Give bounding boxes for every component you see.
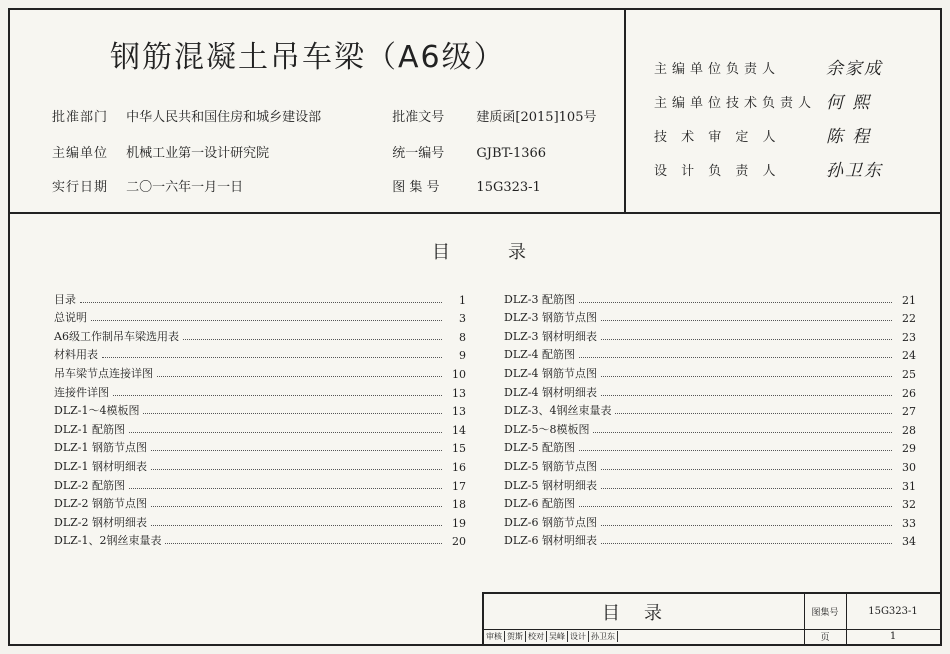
title-block: [482, 592, 940, 644]
toc-entry[interactable]: [504, 325, 916, 344]
toc-entry[interactable]: [54, 400, 466, 419]
toc-entry[interactable]: [504, 288, 916, 307]
approval-cell: 审核: [484, 631, 505, 642]
approval-cell: 孙卫东: [589, 631, 618, 642]
toc-entry-name: DLZ-5 钢筋节点图: [504, 459, 597, 473]
toc-entry-page: 13: [452, 386, 466, 400]
toc-entry-name: DLZ-1 钢筋节点图: [54, 441, 147, 455]
dot-leader: [143, 412, 442, 414]
dot-leader: [601, 468, 892, 470]
toc-entry-name: DLZ-1、2钢丝束量表: [54, 534, 162, 548]
toc-entry[interactable]: [54, 381, 466, 400]
dot-leader: [151, 505, 442, 507]
dot-leader: [91, 319, 442, 321]
toc-entry[interactable]: [54, 474, 466, 493]
dot-leader: [165, 542, 442, 544]
toc-entry[interactable]: [54, 455, 466, 474]
dot-leader: [615, 412, 892, 414]
toc-entry[interactable]: [504, 307, 916, 326]
toc-entry-name: DLZ-5 钢材明细表: [504, 478, 597, 492]
toc-entry-name: A6级工作制吊车梁选用表: [54, 329, 179, 343]
dot-leader: [593, 431, 892, 433]
toc-entry-page: 31: [902, 479, 916, 493]
toc-entry-page: 20: [452, 535, 466, 549]
signature-name: 孙卫东: [826, 161, 883, 181]
toc-entry[interactable]: [504, 400, 916, 419]
dot-leader: [151, 449, 442, 451]
toc-entry-page: 23: [902, 330, 916, 344]
toc-entry-name: DLZ-2 钢材明细表: [54, 515, 147, 529]
atlas-number-label: 图集号: [804, 594, 847, 630]
toc-entry-page: 22: [902, 312, 916, 326]
approval-cell: 设计: [568, 631, 589, 642]
toc-entry[interactable]: [54, 288, 466, 307]
signature-row: [654, 160, 883, 181]
meta-label: 主编单位: [52, 146, 109, 161]
toc-entry-name: DLZ-6 钢筋节点图: [504, 515, 597, 529]
toc-entry-page: 24: [902, 349, 916, 363]
toc-entry-name: 总说明: [54, 311, 87, 325]
page-value: 1: [889, 631, 897, 642]
toc-entry-name: DLZ-4 钢筋节点图: [504, 366, 597, 380]
toc-entry[interactable]: [504, 455, 916, 474]
toc-entry-name: 材料用表: [54, 348, 98, 362]
toc-entry-page: 33: [902, 516, 916, 530]
toc-entry-page: 34: [902, 535, 916, 549]
toc-entry[interactable]: [504, 418, 916, 437]
toc-title-right: 录: [508, 242, 526, 263]
toc-entry-page: 3: [459, 312, 466, 326]
toc-entry-page: 15: [452, 442, 466, 456]
atlas-info-panel: [10, 10, 626, 212]
toc-entry-name: 连接件详图: [54, 385, 109, 399]
toc-entry-page: 32: [902, 498, 916, 512]
toc-entry[interactable]: [504, 381, 916, 400]
toc-entry-name: DLZ-3、4钢丝束量表: [504, 404, 612, 418]
toc-entry[interactable]: [504, 493, 916, 512]
meta-value: 二〇一六年一月一日: [126, 180, 244, 195]
toc-entry[interactable]: [54, 418, 466, 437]
toc-entry-page: 14: [452, 423, 466, 437]
signature-role: 主编单位负责人: [654, 62, 781, 77]
toc-entry[interactable]: [504, 362, 916, 381]
approval-cell: 校对: [526, 631, 547, 642]
meta-label: 实行日期: [52, 180, 109, 195]
meta-label: 图 集 号: [392, 180, 440, 195]
page-label: 页: [804, 629, 847, 644]
toc-entry[interactable]: [504, 474, 916, 493]
meta-label: 批准部门: [52, 110, 109, 125]
meta-label: 统一编号: [392, 146, 445, 161]
toc-entry-page: 29: [902, 442, 916, 456]
dot-leader: [151, 468, 442, 470]
signature-role: 技 术 审 定 人: [654, 130, 781, 145]
toc-entry-page: 1: [459, 293, 466, 307]
toc-entry-name: DLZ-6 钢材明细表: [504, 534, 597, 548]
toc-entry-name: DLZ-5～8模板图: [504, 422, 590, 436]
toc-entry-name: DLZ-3 配筋图: [504, 292, 575, 306]
meta-label: 批准文号: [392, 110, 445, 125]
dot-leader: [601, 524, 892, 526]
approval-cell: 贺斯: [505, 631, 526, 642]
dot-leader: [601, 487, 892, 489]
meta-value: 机械工业第一设计研究院: [126, 146, 270, 161]
toc-entry-name: DLZ-2 钢筋节点图: [54, 497, 147, 511]
dot-leader: [601, 338, 892, 340]
dot-leader: [601, 542, 892, 544]
toc-entry-page: 16: [452, 460, 466, 474]
signature-row: [654, 92, 872, 113]
signature-row: [654, 126, 872, 147]
title-block-title: 目录: [484, 594, 805, 630]
toc-entry-page: 18: [452, 498, 466, 512]
meta-value: 建质函[2015]105号: [476, 110, 597, 125]
meta-row-editor: [52, 142, 546, 161]
toc-entry[interactable]: [54, 493, 466, 512]
meta-value: 15G323-1: [476, 180, 541, 195]
toc-entry[interactable]: [504, 344, 916, 363]
dot-leader: [579, 356, 892, 358]
dot-leader: [129, 487, 442, 489]
toc-entry-page: 17: [452, 479, 466, 493]
toc-entry-name: DLZ-2 配筋图: [54, 478, 125, 492]
dot-leader: [579, 301, 892, 303]
dot-leader: [183, 338, 442, 340]
dot-leader: [601, 394, 892, 396]
toc-entry-name: DLZ-1 钢材明细表: [54, 459, 147, 473]
toc-entry-page: 19: [452, 516, 466, 530]
atlas-number-value: 15G323-1: [846, 594, 940, 630]
meta-row-date: [52, 176, 541, 195]
dot-leader: [113, 394, 442, 396]
toc-entry-page: 21: [902, 293, 916, 307]
toc-entry[interactable]: [54, 307, 466, 326]
signature-role: 主编单位技术负责人: [654, 96, 817, 111]
toc-entry-page: 25: [902, 367, 916, 381]
signature-role: 设 计 负 责 人: [654, 164, 781, 179]
toc-entry-name: DLZ-4 钢材明细表: [504, 385, 597, 399]
dot-leader: [102, 356, 442, 358]
drawing-sheet: [8, 8, 942, 646]
toc-entry-page: 8: [459, 330, 466, 344]
approval-row: [484, 629, 805, 644]
toc-entry-page: 13: [452, 405, 466, 419]
toc-entry-name: DLZ-4 配筋图: [504, 348, 575, 362]
signature-panel: [626, 10, 940, 212]
toc-title-left: 目: [432, 242, 450, 263]
dot-leader: [601, 319, 892, 321]
toc-entry[interactable]: [504, 511, 916, 530]
meta-value: GJBT-1366: [476, 146, 547, 161]
toc-entry[interactable]: [54, 362, 466, 381]
dot-leader: [80, 301, 442, 303]
toc-entry-page: 9: [459, 349, 466, 363]
meta-value: 中华人民共和国住房和城乡建设部: [126, 110, 322, 125]
toc-entry[interactable]: [54, 530, 466, 549]
toc-entry[interactable]: [54, 325, 466, 344]
toc-entry-name: DLZ-5 配筋图: [504, 441, 575, 455]
signature-name: 余家成: [826, 59, 883, 79]
toc-entry-name: DLZ-3 钢材明细表: [504, 329, 597, 343]
signature-name: 何 熙: [826, 93, 872, 113]
toc-entry[interactable]: [54, 511, 466, 530]
toc-entry[interactable]: [504, 437, 916, 456]
dot-leader: [157, 375, 442, 377]
toc-entry-page: 27: [902, 405, 916, 419]
toc-entry-name: DLZ-6 配筋图: [504, 497, 575, 511]
atlas-title: 钢筋混凝土吊车梁（A6级）: [110, 40, 506, 75]
toc-entry-page: 28: [902, 423, 916, 437]
toc-entry[interactable]: [54, 344, 466, 363]
dot-leader: [579, 449, 892, 451]
dot-leader: [579, 505, 892, 507]
toc-entry-page: 30: [902, 460, 916, 474]
dot-leader: [601, 375, 892, 377]
signature-row: [654, 58, 883, 79]
dot-leader: [129, 431, 442, 433]
toc-entry-name: 吊车梁节点连接详图: [54, 366, 153, 380]
toc-entry[interactable]: [54, 437, 466, 456]
toc-entry-name: DLZ-1 配筋图: [54, 422, 125, 436]
toc-entry-page: 26: [902, 386, 916, 400]
toc-column-right: [504, 288, 916, 548]
sheet-header: [10, 10, 940, 214]
meta-row-approval: [52, 106, 596, 125]
toc-entry-name: DLZ-1～4模板图: [54, 404, 140, 418]
approval-cell: 吴峰: [547, 631, 568, 642]
toc-entry-name: DLZ-3 钢筋节点图: [504, 311, 597, 325]
toc-column-left: [54, 288, 466, 548]
toc-entry[interactable]: [504, 530, 916, 549]
toc-entry-name: 目录: [54, 292, 76, 306]
dot-leader: [151, 524, 442, 526]
toc-entry-page: 10: [452, 367, 466, 381]
signature-name: 陈 程: [826, 127, 872, 147]
